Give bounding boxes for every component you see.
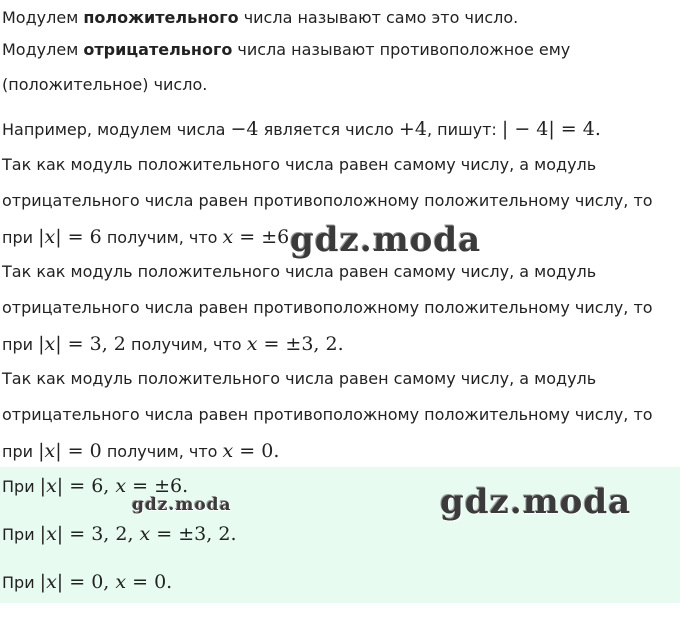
math: = ±3, 2. bbox=[257, 333, 344, 355]
bold-term: отрицательного bbox=[83, 40, 233, 59]
text: Например, модулем числа bbox=[2, 120, 231, 139]
math: x bbox=[246, 333, 258, 355]
watermark: gdz.moda bbox=[440, 482, 632, 522]
explanation-line-1: Так как модуль положительного числа равен самому числу, а модуль bbox=[2, 155, 597, 174]
math: x bbox=[115, 475, 127, 497]
explanation-line-2: отрицательного числа равен противоположному положительному числу, то bbox=[2, 191, 653, 210]
math: |x| bbox=[38, 333, 62, 355]
example-line bbox=[2, 119, 601, 140]
math: −4 bbox=[230, 118, 259, 140]
math: x bbox=[222, 226, 234, 248]
case-result bbox=[2, 227, 295, 248]
math: |x| bbox=[39, 475, 64, 497]
text: При bbox=[2, 477, 40, 496]
math: = ±6. bbox=[126, 475, 189, 497]
text: получим, что bbox=[101, 228, 223, 247]
math: |x| bbox=[39, 523, 64, 545]
definition-negative-cont: (положительное) число. bbox=[2, 75, 208, 94]
math: = 0. bbox=[126, 571, 173, 593]
math: +4 bbox=[398, 118, 427, 140]
explanation-line-1: Так как модуль положительного числа равен самому числу, а модуль bbox=[2, 369, 597, 388]
case-result bbox=[2, 334, 344, 355]
answer-line bbox=[2, 572, 172, 593]
math: = 6, bbox=[63, 475, 116, 497]
text: Модулем bbox=[2, 8, 84, 27]
math: = 6 bbox=[61, 226, 102, 248]
math: = 3, 2 bbox=[61, 333, 126, 355]
definition-positive bbox=[2, 8, 518, 28]
answer-line bbox=[2, 524, 236, 545]
math: = ±3, 2. bbox=[150, 523, 237, 545]
text: При bbox=[2, 573, 40, 592]
math: = 0 bbox=[61, 440, 102, 462]
explanation-line-2: отрицательного числа равен противоположному положительному числу, то bbox=[2, 298, 653, 317]
text: числа называют противоположное ему bbox=[232, 40, 571, 59]
math: = 3, 2, bbox=[63, 523, 140, 545]
math: |x| bbox=[39, 571, 64, 593]
math: x bbox=[222, 440, 234, 462]
text: при bbox=[2, 228, 39, 247]
text: является число bbox=[258, 120, 399, 139]
text: при bbox=[2, 335, 39, 354]
math: | − 4| = 4. bbox=[501, 118, 601, 140]
math: = 0, bbox=[63, 571, 116, 593]
explanation-line-2: отрицательного числа равен противоположному положительному числу, то bbox=[2, 405, 653, 424]
text: Модулем bbox=[2, 40, 84, 59]
text: При bbox=[2, 525, 40, 544]
math: x bbox=[115, 571, 127, 593]
math: x bbox=[139, 523, 151, 545]
bold-term: положительного bbox=[83, 8, 239, 27]
text: , пишут: bbox=[426, 120, 502, 139]
text: при bbox=[2, 442, 39, 461]
math: = ±6. bbox=[233, 226, 296, 248]
case-result bbox=[2, 441, 279, 462]
math: = 0. bbox=[233, 440, 280, 462]
watermark: gdz.moda bbox=[290, 220, 482, 260]
text: получим, что bbox=[101, 442, 223, 461]
math: |x| bbox=[38, 440, 62, 462]
math: |x| bbox=[38, 226, 62, 248]
text: числа называют само это число. bbox=[238, 8, 519, 27]
watermark: gdz.moda bbox=[132, 495, 232, 515]
definition-negative bbox=[2, 40, 570, 60]
answer-line bbox=[2, 476, 188, 497]
text: получим, что bbox=[125, 335, 247, 354]
explanation-line-1: Так как модуль положительного числа равен самому числу, а модуль bbox=[2, 262, 597, 281]
